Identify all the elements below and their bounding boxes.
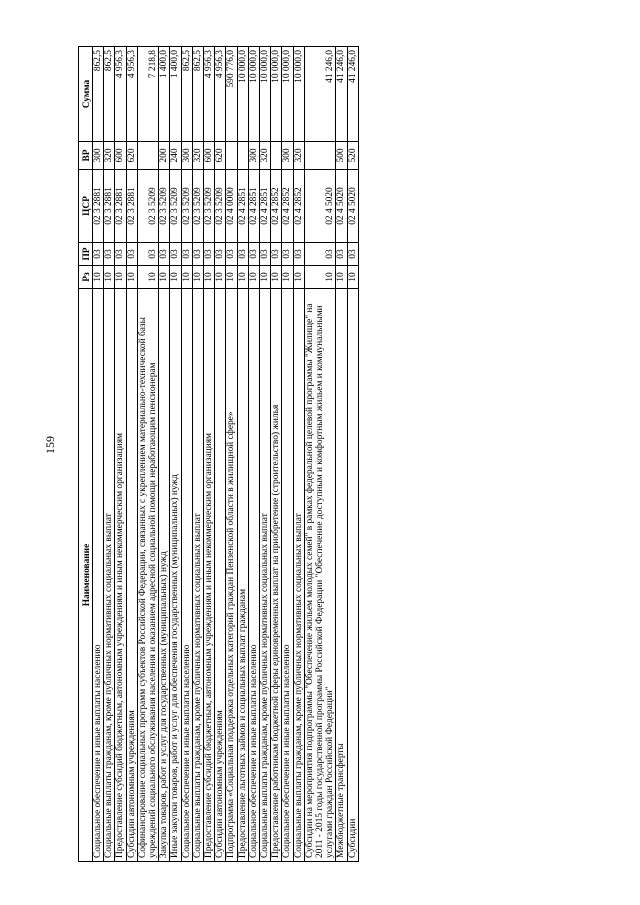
table-row — [159, 47, 170, 862]
cell-vr: 320 — [260, 142, 271, 170]
cell-vr — [226, 142, 237, 170]
cell-csr: 02 3 2881 — [126, 170, 137, 243]
cell-vr: 300 — [282, 142, 293, 170]
cell-csr: 02 3 2881 — [115, 170, 126, 243]
cell-rz: 10 — [126, 266, 137, 289]
cell-rz: 10 — [237, 266, 248, 289]
cell-vr: 520 — [347, 142, 358, 170]
cell-vr: 600 — [115, 142, 126, 170]
cell-rz: 10 — [304, 266, 336, 289]
cell-pr: 03 — [181, 243, 192, 266]
cell-rz: 10 — [336, 266, 347, 289]
cell-csr: 02 3 5209 — [159, 170, 170, 243]
cell-rz: 10 — [115, 266, 126, 289]
table-row — [293, 47, 304, 862]
cell-vr — [304, 142, 336, 170]
cell-name: Социальное обеспечение и иные выплаты населению — [282, 289, 293, 862]
table-body — [93, 47, 359, 862]
cell-vr: 240 — [170, 142, 181, 170]
cell-rz: 10 — [104, 266, 115, 289]
cell-sum: 7 218,8 — [137, 47, 158, 142]
header-pr: ПР — [79, 243, 93, 266]
cell-sum: 10 000,0 — [282, 47, 293, 142]
cell-csr: 02 3 2881 — [104, 170, 115, 243]
header-sum: Сумма — [79, 47, 93, 142]
cell-csr: 02 4 5020 — [336, 170, 347, 243]
cell-rz: 10 — [293, 266, 304, 289]
table-row — [347, 47, 358, 862]
cell-pr: 03 — [260, 243, 271, 266]
cell-sum: 4 956,3 — [204, 47, 215, 142]
cell-name: Предоставление льготных займов и социальных выплат гражданам — [237, 289, 248, 862]
cell-rz: 10 — [137, 266, 158, 289]
cell-vr: 300 — [181, 142, 192, 170]
cell-name: Субсидии автономным учреждениям — [126, 289, 137, 862]
cell-vr: 320 — [192, 142, 203, 170]
cell-sum: 10 000,0 — [260, 47, 271, 142]
cell-vr — [237, 142, 248, 170]
table-row — [204, 47, 215, 862]
table-row — [336, 47, 347, 862]
cell-vr: 620 — [126, 142, 137, 170]
cell-name: Предоставление субсидий бюджетным, автономным учреждениям и иным некоммерческим организациям — [204, 289, 215, 862]
cell-csr: 02 3 5209 — [215, 170, 226, 243]
cell-vr: 300 — [248, 142, 259, 170]
cell-rz: 10 — [260, 266, 271, 289]
cell-csr: 02 4 0000 — [226, 170, 237, 243]
cell-rz: 10 — [181, 266, 192, 289]
cell-vr — [137, 142, 158, 170]
cell-pr: 03 — [226, 243, 237, 266]
cell-pr: 03 — [248, 243, 259, 266]
cell-vr — [271, 142, 282, 170]
cell-pr: 03 — [170, 243, 181, 266]
rotated-page-content — [78, 47, 548, 862]
header-rz: Рз — [79, 266, 93, 289]
table-row — [237, 47, 248, 862]
cell-pr: 03 — [192, 243, 203, 266]
cell-csr: 02 3 2881 — [93, 170, 104, 243]
cell-pr: 03 — [204, 243, 215, 266]
cell-name: Социальные выплаты гражданам, кроме публичных нормативных социальных выплат — [104, 289, 115, 862]
cell-csr: 02 4 5020 — [347, 170, 358, 243]
cell-rz: 10 — [170, 266, 181, 289]
cell-name: Социальное обеспечение и иные выплаты населению — [93, 289, 104, 862]
cell-sum: 10 000,0 — [293, 47, 304, 142]
cell-sum: 10 000,0 — [237, 47, 248, 142]
page-number: 159 — [43, 436, 57, 454]
cell-rz: 10 — [159, 266, 170, 289]
cell-rz: 10 — [204, 266, 215, 289]
header-vr: ВР — [79, 142, 93, 170]
cell-pr: 03 — [126, 243, 137, 266]
cell-csr: 02 4 2851 — [260, 170, 271, 243]
table-row — [170, 47, 181, 862]
cell-csr: 02 4 2851 — [248, 170, 259, 243]
cell-name: Подпрограмма «Социальная поддержка отдельных категорий граждан Пензенской области в жилищной сфере» — [226, 289, 237, 862]
cell-sum: 4 956,3 — [126, 47, 137, 142]
cell-csr: 02 4 2852 — [293, 170, 304, 243]
cell-sum: 4 956,3 — [215, 47, 226, 142]
cell-name: Социальные выплаты гражданам, кроме публичных нормативных социальных выплат — [192, 289, 203, 862]
cell-sum: 4 956,3 — [115, 47, 126, 142]
table-row — [248, 47, 259, 862]
table-row — [115, 47, 126, 862]
table-row — [137, 47, 158, 862]
header-row — [79, 47, 93, 862]
table-row — [282, 47, 293, 862]
cell-sum: 590 776,0 — [226, 47, 237, 142]
cell-pr: 03 — [347, 243, 358, 266]
cell-sum: 10 000,0 — [248, 47, 259, 142]
cell-pr: 03 — [93, 243, 104, 266]
cell-csr: 02 3 5209 — [137, 170, 158, 243]
cell-sum: 862,5 — [104, 47, 115, 142]
cell-pr: 03 — [137, 243, 158, 266]
cell-sum: 862,5 — [192, 47, 203, 142]
cell-csr: 02 3 5209 — [204, 170, 215, 243]
cell-rz: 10 — [347, 266, 358, 289]
cell-sum: 1 400,0 — [159, 47, 170, 142]
cell-pr: 03 — [237, 243, 248, 266]
cell-vr: 500 — [336, 142, 347, 170]
cell-csr: 02 3 5209 — [170, 170, 181, 243]
cell-name: Межбюджетные трансферты — [336, 289, 347, 862]
cell-name: Софинансирование социальных программ субъектов Российской Федерации, связанных с укреплением материально-технической базы учреждений социального обслуживания населения и оказанием адресной социальной помощи неработающим пенсионерам — [137, 289, 158, 862]
table-row — [215, 47, 226, 862]
cell-pr: 03 — [104, 243, 115, 266]
header-csr: ЦСР — [79, 170, 93, 243]
table-header — [79, 47, 93, 862]
cell-csr: 02 4 5020 — [304, 170, 336, 243]
cell-rz: 10 — [248, 266, 259, 289]
cell-name: Социальные выплаты гражданам, кроме публичных нормативных социальных выплат — [293, 289, 304, 862]
cell-vr: 620 — [215, 142, 226, 170]
cell-csr: 02 4 2852 — [282, 170, 293, 243]
cell-name: Иные закупки товаров, работ и услуг для обеспечения государственных (муниципальных) нужд — [170, 289, 181, 862]
cell-vr: 200 — [159, 142, 170, 170]
table-row — [93, 47, 104, 862]
cell-sum: 862,5 — [93, 47, 104, 142]
cell-name: Социальные выплаты гражданам, кроме публичных нормативных социальных выплат — [260, 289, 271, 862]
cell-rz: 10 — [271, 266, 282, 289]
cell-name: Субсидии на мероприятия подпрограммы "Обеспечение жильем молодых семей" в рамках федеральной целевой программы "Жилище" на 2011 - 2015 годы государственной программы Российской Федерации "Обеспечение доступным и комфортным жильем и коммунальными услугами граждан Российской Федерации" — [304, 289, 336, 862]
cell-pr: 03 — [215, 243, 226, 266]
cell-name: Предоставление работникам бюджетной сферы единовременных выплат на приобретение (строительство) жилья — [271, 289, 282, 862]
table-row — [104, 47, 115, 862]
cell-name: Предоставление субсидий бюджетным, автономным учреждениям и иным некоммерческим организациям — [115, 289, 126, 862]
cell-csr: 02 3 5209 — [192, 170, 203, 243]
cell-rz: 10 — [215, 266, 226, 289]
cell-rz: 10 — [226, 266, 237, 289]
table-row — [260, 47, 271, 862]
cell-csr: 02 3 5209 — [181, 170, 192, 243]
cell-vr: 320 — [293, 142, 304, 170]
cell-pr: 03 — [336, 243, 347, 266]
cell-vr: 600 — [204, 142, 215, 170]
cell-csr: 02 4 2851 — [237, 170, 248, 243]
cell-csr: 02 4 2852 — [271, 170, 282, 243]
table-row — [192, 47, 203, 862]
cell-sum: 1 400,0 — [170, 47, 181, 142]
table-row — [181, 47, 192, 862]
cell-vr: 300 — [93, 142, 104, 170]
cell-sum: 41 246,0 — [304, 47, 336, 142]
cell-name: Социальное обеспечение и иные выплаты населению — [181, 289, 192, 862]
cell-name: Социальное обеспечение и иные выплаты населению — [248, 289, 259, 862]
cell-pr: 03 — [293, 243, 304, 266]
table-row — [304, 47, 336, 862]
cell-name: Субсидии автономным учреждениям — [215, 289, 226, 862]
cell-rz: 10 — [192, 266, 203, 289]
cell-name: Субсидии — [347, 289, 358, 862]
budget-table — [78, 46, 359, 862]
cell-sum: 41 246,0 — [347, 47, 358, 142]
cell-pr: 03 — [282, 243, 293, 266]
header-name: Наименование — [79, 289, 93, 862]
cell-sum: 10 000,0 — [271, 47, 282, 142]
cell-rz: 10 — [282, 266, 293, 289]
table-row — [271, 47, 282, 862]
cell-sum: 862,5 — [181, 47, 192, 142]
cell-pr: 03 — [271, 243, 282, 266]
cell-pr: 03 — [304, 243, 336, 266]
table-row — [126, 47, 137, 862]
table-row — [226, 47, 237, 862]
cell-vr: 320 — [104, 142, 115, 170]
cell-name: Закупка товаров, работ и услуг для государственных (муниципальных) нужд — [159, 289, 170, 862]
cell-pr: 03 — [159, 243, 170, 266]
cell-pr: 03 — [115, 243, 126, 266]
cell-rz: 10 — [93, 266, 104, 289]
cell-sum: 41 246,0 — [336, 47, 347, 142]
